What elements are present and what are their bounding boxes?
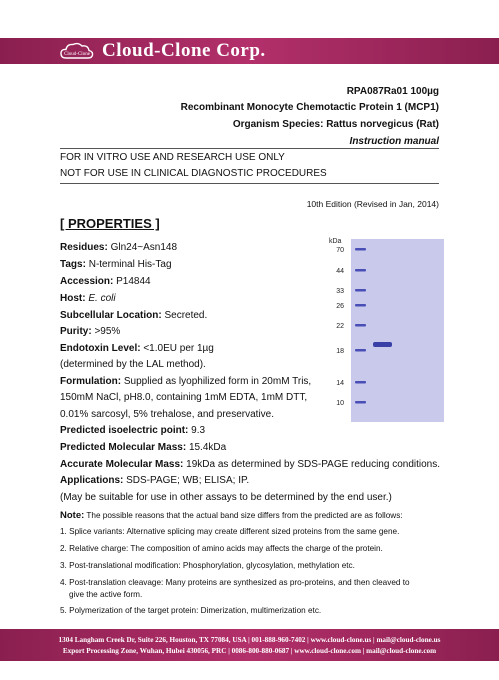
marker-band bbox=[355, 304, 366, 307]
divider bbox=[60, 183, 439, 184]
purity: Purity: >95% bbox=[60, 326, 121, 337]
marker-band bbox=[355, 324, 366, 327]
gel-unit-label: kDa bbox=[329, 238, 342, 245]
marker-label-22: 22 bbox=[336, 323, 344, 330]
catalog-number: RPA087Ra01 100µg bbox=[346, 86, 439, 97]
formulation-line2: 150mM NaCl, pH8.0, containing 1mM EDTA, 1mM DTT, bbox=[60, 392, 308, 403]
subcellular-location: Subcellular Location: Secreted. bbox=[60, 310, 208, 321]
note-intro: Note: The possible reasons that the actual band size differs from the predicted are as follows: bbox=[60, 510, 403, 521]
marker-band bbox=[355, 349, 366, 352]
protein-band bbox=[373, 342, 392, 347]
host: Host: E. coli bbox=[60, 293, 116, 304]
accession: Accession: P14844 bbox=[60, 276, 151, 287]
marker-label-10: 10 bbox=[336, 400, 344, 407]
marker-label-26: 26 bbox=[336, 303, 344, 310]
divider bbox=[60, 148, 439, 149]
research-use-line: FOR IN VITRO USE AND RESEARCH USE ONLY bbox=[60, 152, 285, 163]
isoelectric-point: Predicted isoelectric point: 9.3 bbox=[60, 425, 206, 436]
formulation: Formulation: Supplied as lyophilized form in 20mM Tris, bbox=[60, 376, 312, 387]
manual-label: Instruction manual bbox=[349, 136, 439, 147]
marker-band bbox=[355, 269, 366, 272]
note-item: 4. Post-translation cleavage: Many proteins are synthesized as pro-proteins, and then cleaved to bbox=[60, 578, 410, 587]
cloud-logo-icon bbox=[60, 41, 94, 61]
marker-band bbox=[355, 401, 366, 404]
footer-address-us: 1304 Langham Creek Dr, Suite 226, Houston, TX 77084, USA | 001-888-960-7402 | www.cloud-clone.us | mail@cloud-clone.us bbox=[58, 636, 441, 644]
note-item: 2. Relative charge: The composition of amino acids may affects the charge of the protein. bbox=[60, 544, 383, 553]
endotoxin-level: Endotoxin Level: <1.0EU per 1µg bbox=[60, 343, 214, 354]
brand-name: Cloud-Clone Corp. bbox=[102, 40, 266, 61]
section-title: [ PROPERTIES ] bbox=[60, 216, 160, 231]
footer-banner bbox=[0, 629, 499, 661]
note-item: 5. Polymerization of the target protein: Dimerization, multimerization etc. bbox=[60, 606, 322, 615]
residues: Residues: Gln24~Asn148 bbox=[60, 242, 178, 253]
marker-label-14: 14 bbox=[336, 380, 344, 387]
marker-band bbox=[355, 381, 366, 384]
formulation-line3: 0.01% sarcosyl, 5% trehalose, and preservative. bbox=[60, 409, 274, 420]
endotoxin-note: (determined by the LAL method). bbox=[60, 359, 206, 370]
note-item: 3. Post-translational modification: Phosphorylation, glycosylation, methylation etc. bbox=[60, 561, 355, 570]
clinical-use-line: NOT FOR USE IN CLINICAL DIAGNOSTIC PROCEDURES bbox=[60, 168, 327, 179]
note-item-continued: give the active form. bbox=[69, 590, 143, 599]
product-name: Recombinant Monocyte Chemotactic Protein 1 (MCP1) bbox=[180, 102, 439, 113]
tags: Tags: N-terminal His-Tag bbox=[60, 259, 172, 270]
marker-label-44: 44 bbox=[336, 268, 344, 275]
gel-background bbox=[351, 239, 444, 422]
marker-label-70: 70 bbox=[336, 247, 344, 254]
footer-address-cn: Export Processing Zone, Wuhan, Hubei 430056, PRC | 0086-800-880-0687 | www.cloud-clone.com | mail@cloud-clone.com bbox=[62, 647, 437, 655]
applications: Applications: SDS-PAGE; WB; ELISA; IP. bbox=[60, 475, 250, 486]
brand bbox=[60, 38, 266, 64]
marker-label-18: 18 bbox=[336, 348, 344, 355]
marker-band bbox=[355, 289, 366, 292]
marker-band bbox=[355, 248, 366, 251]
note-item: 1. Splice variants: Alternative splicing may create different sized proteins from the same gene. bbox=[60, 527, 400, 536]
marker-label-33: 33 bbox=[336, 288, 344, 295]
predicted-molecular-mass: Predicted Molecular Mass: 15.4kDa bbox=[60, 442, 227, 453]
edition: 10th Edition (Revised in Jan, 2014) bbox=[306, 199, 439, 209]
organism-species: Organism Species: Rattus norvegicus (Rat) bbox=[232, 119, 439, 130]
sds-page-gel-image bbox=[327, 236, 444, 422]
applications-note: (May be suitable for use in other assays to be determined by the end user.) bbox=[60, 492, 392, 503]
logo-text: Cloud-Clone bbox=[64, 52, 90, 57]
accurate-molecular-mass: Accurate Molecular Mass: 19kDa as determined by SDS-PAGE reducing conditions. bbox=[60, 459, 441, 470]
